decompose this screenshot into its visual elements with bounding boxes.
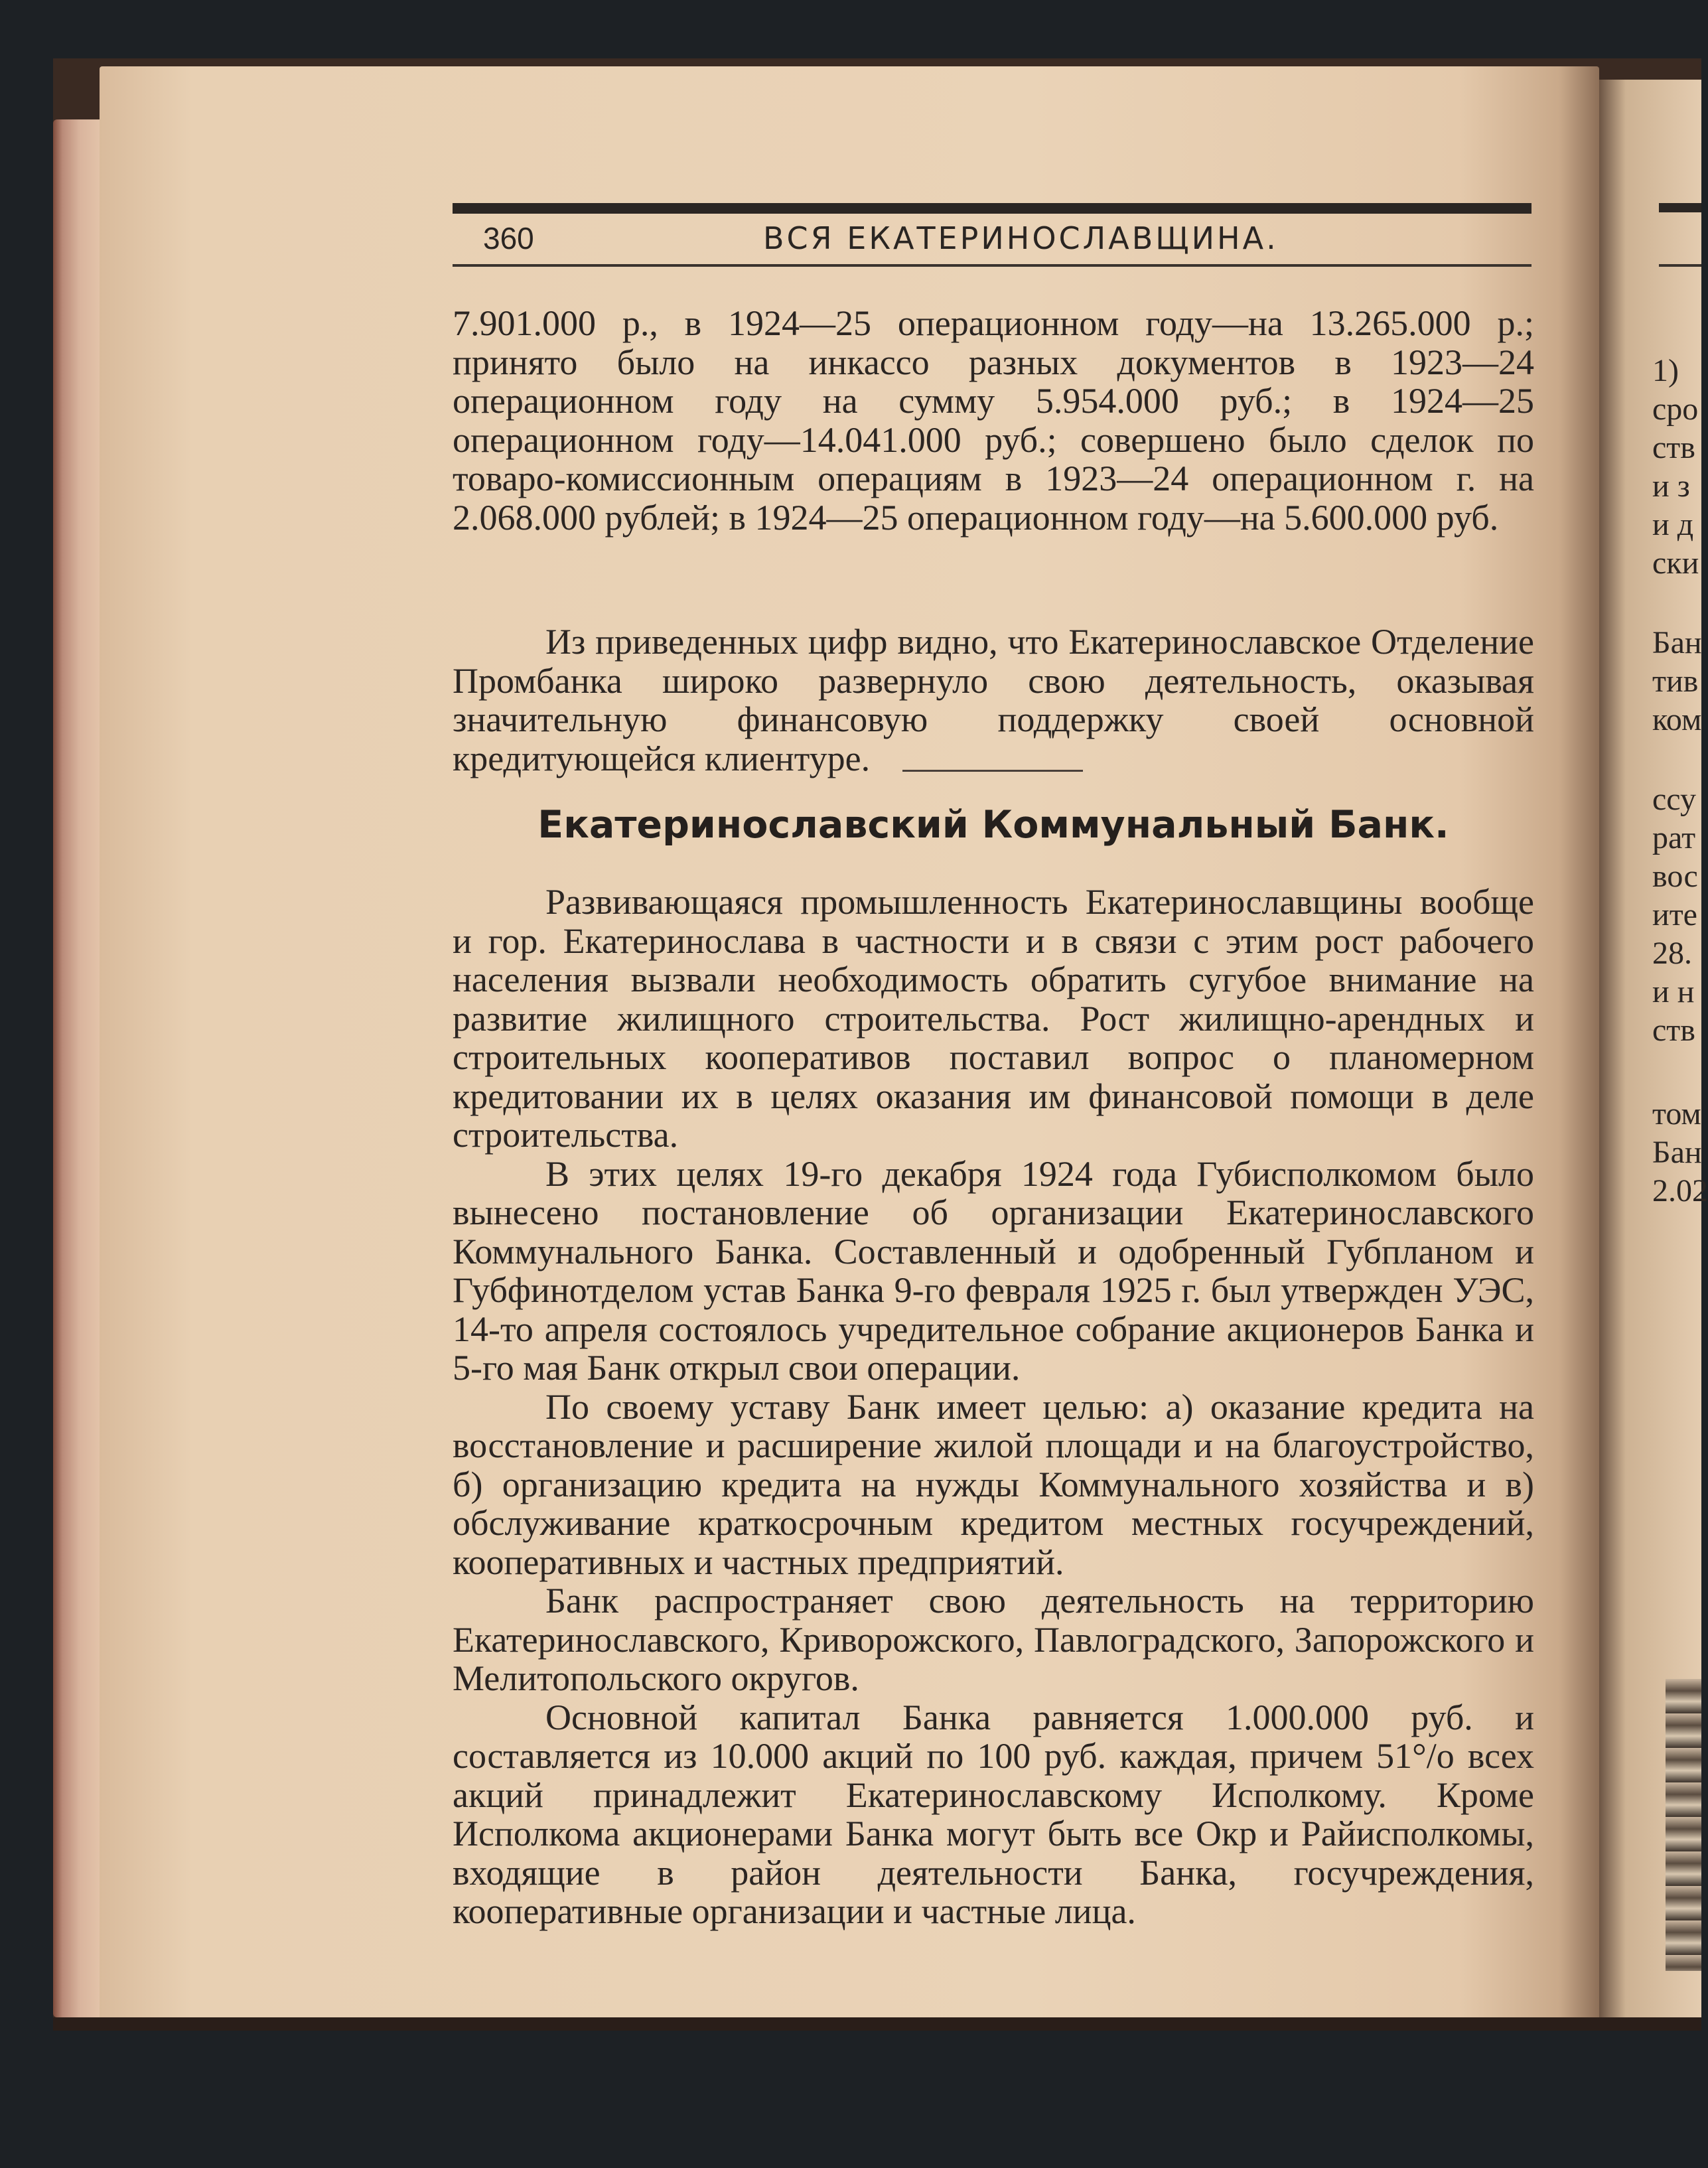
paragraph-continuation	[453, 304, 1534, 537]
paragraph: В этих целях 19-го декабря 1924 года Губисполкомом было вынесено постановление об организации Екатеринославского Коммунального Банка. Составленный и одобренный Губпланом и Губфинотделом устав Банка 9-го февраля 1925 г. был утвержден УЭС, 14-то апреля состоялось учредительное собрание акционеров Банка и 5-го мая Банк открыл свои операции.	[453, 1153, 1534, 1388]
paragraph-summary-block	[453, 622, 1534, 778]
paragraph: Из приведенных цифр видно, что Екатеринославское Отделение Промбанка широко развернуло свою деятельность, оказывая значительную финансовую поддержку своей основной кредитующейся клиентуре.	[453, 622, 1534, 778]
right-page-fragment: 1)	[1652, 353, 1679, 388]
right-page-fragment: вос	[1652, 859, 1698, 894]
right-page-fragment: ств	[1652, 1013, 1695, 1048]
header-rule-bottom	[453, 264, 1531, 267]
right-page-fragment: тив	[1652, 664, 1699, 699]
paragraph: 7.901.000 р., в 1924—25 операционном году—на 13.265.000 р.; принято было на инкассо разных документов в 1923—24 операционном году на сумму 5.954.000 руб.; в 1924—25 операционном году—14.041.000 руб.; совершено было сделок по товаро-комиссионным операциям в 1923—24 операционном г. на 2.068.000 рублей; в 1924—25 операционном году—на 5.600.000 руб.	[453, 303, 1534, 538]
right-page-fragment: 2.02	[1652, 1173, 1708, 1208]
paragraph: Развивающаяся промышленность Екатеринославщины вообще и гор. Екатеринослава в частности и в связи с этим рост рабочего населения вызвали необходимость обратить сугубое внимание на развитие жилищного строительства. Рост жилищно-арендных и строительных кооперативов поставил вопрос о планомерном кредитовании их в целях оказания им финансовой помощи в деле строительства.	[453, 882, 1534, 1155]
right-page-fragment: Бан	[1652, 1135, 1702, 1170]
right-page-fragment: сро	[1652, 392, 1699, 427]
section-divider	[902, 770, 1083, 772]
paragraph: По своему уставу Банк имеет целью: а) оказание кредита на восстановление и расширение жилой площади и на благоустройство, б) организацию кредита на нужды Коммунального хозяйства и в) обслуживание краткосрочным кредитом местных госучреждений, кооперативных и частных предприятий.	[453, 1386, 1534, 1582]
paragraph: Банк распространяет свою деятельность на территорию Екатеринославского, Криворожского, Павлоградского, Запорожского и Мелитопольского округов.	[453, 1581, 1534, 1698]
right-page-photo	[1666, 1679, 1701, 1971]
right-page-fragment: Бан	[1652, 625, 1702, 660]
right-page-fragment: ите	[1652, 897, 1697, 932]
right-page-fragment: 28.	[1652, 936, 1692, 971]
section-title: Екатеринославский Коммунальный Банк.	[537, 803, 1449, 847]
right-page-fragment: том	[1652, 1096, 1701, 1131]
paragraph: Основной капитал Банка равняется 1.000.000 руб. и составляется из 10.000 акций по 100 руб. каждая, причем 51°/о всех акций принадлежит Екатеринославскому Исполкому. Кроме Исполкома акционерами Банка могут быть все Окр и Райисполкомы, входящие в район деятельности Банка, госучреждения, кооперативные организации и частные лица.	[453, 1697, 1534, 1931]
right-page-fragment: рат	[1652, 820, 1696, 855]
right-page-fragment: ски	[1652, 545, 1699, 581]
right-page-fragment: ком	[1652, 702, 1702, 737]
book-bottom-edge	[53, 2017, 1701, 2031]
running-title: ВСЯ ЕКАТЕРИНОСЛАВЩИНА.	[763, 220, 1279, 256]
right-page-rule-bottom	[1659, 264, 1701, 267]
right-page-fragment: и з	[1652, 469, 1690, 504]
right-page-fragment: ссу	[1652, 782, 1696, 817]
page-number: 360	[483, 221, 534, 255]
section-body	[453, 883, 1534, 1931]
right-page-fragment: ств	[1652, 430, 1695, 465]
right-page-rule-top	[1659, 203, 1701, 212]
right-page-fragment: и н	[1652, 974, 1695, 1009]
right-page-fragment: и д	[1652, 507, 1694, 542]
header-rule-top	[453, 203, 1531, 214]
